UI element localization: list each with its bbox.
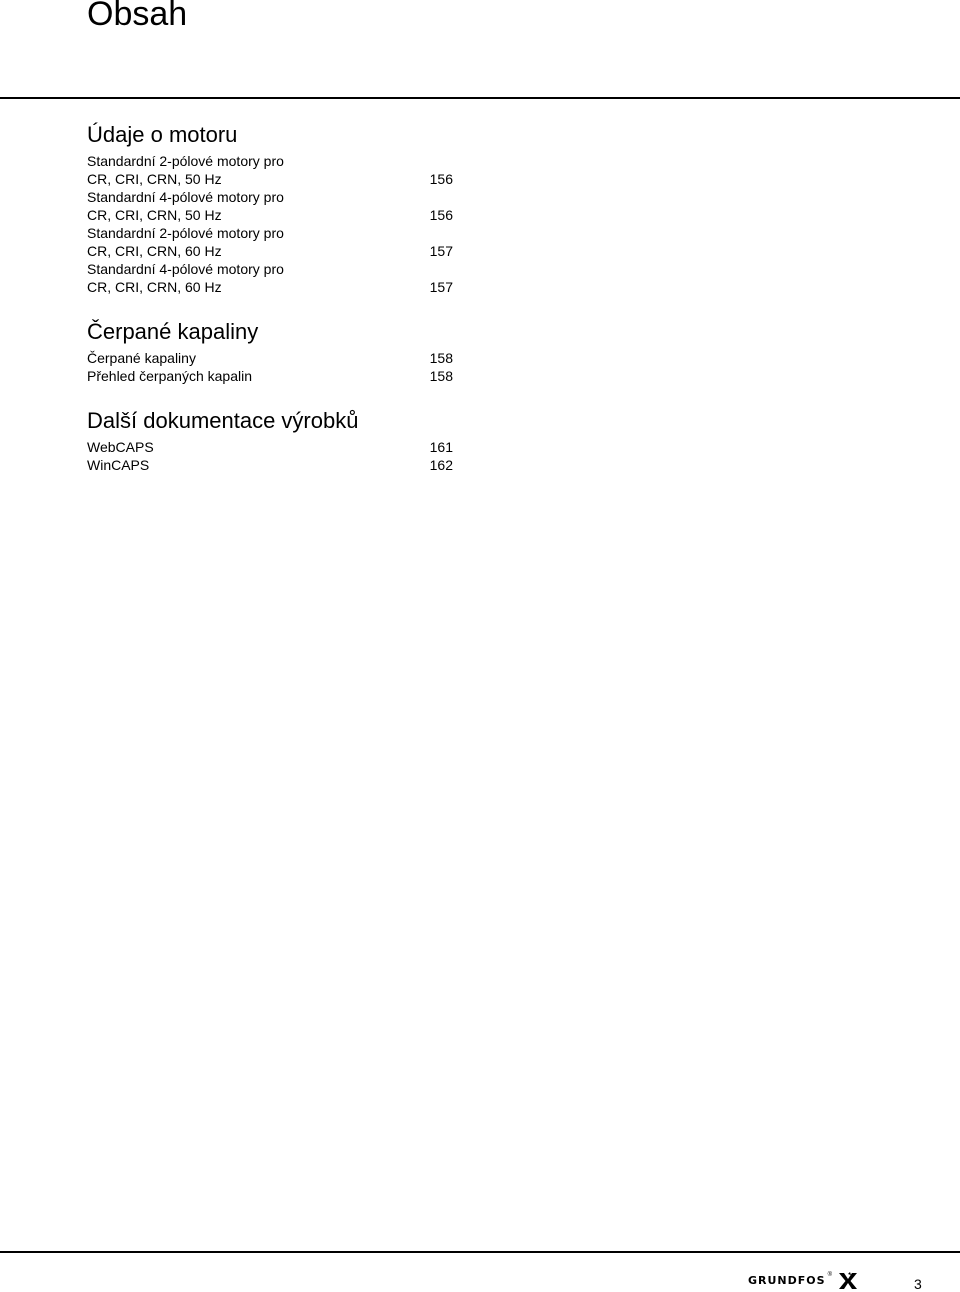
section-title: Čerpané kapaliny: [87, 319, 259, 344]
entry-title-line-1: Standardní 4-pólové motory pro: [87, 189, 284, 205]
section-title: Údaje o motoru: [87, 122, 238, 147]
entry-title: WinCAPS: [87, 457, 150, 473]
toc-entry[interactable]: [87, 152, 453, 188]
toc-entry[interactable]: [87, 260, 453, 296]
toc-entry[interactable]: [87, 456, 453, 474]
entry-title: Přehled čerpaných kapalin: [87, 368, 252, 384]
toc-section-further-documentation: [87, 407, 453, 474]
footer-divider: [0, 1251, 960, 1253]
entry-title-line-2: CR, CRI, CRN, 60 Hz: [87, 243, 222, 259]
table-of-contents: [87, 121, 453, 474]
entry-title-line-2: CR, CRI, CRN, 50 Hz: [87, 171, 222, 187]
entry-title: Čerpané kapaliny: [87, 350, 196, 366]
entry-page-number: 156: [429, 171, 453, 187]
entry-page-number: 157: [429, 279, 453, 295]
entry-page-number: 158: [429, 368, 453, 384]
entry-title-line-1: Standardní 2-pólové motory pro: [87, 225, 284, 241]
toc-entry[interactable]: [87, 367, 453, 385]
header-divider: [0, 97, 960, 99]
section-title: Další dokumentace výrobků: [87, 408, 359, 433]
grundfos-x-mark-icon: [837, 1271, 859, 1291]
logo-wordmark: GRUNDFOS: [748, 1274, 826, 1287]
page-title: Obsah: [87, 0, 188, 33]
entry-title: WebCAPS: [87, 439, 154, 455]
entry-title-line-2: CR, CRI, CRN, 60 Hz: [87, 279, 222, 295]
toc-entry[interactable]: [87, 438, 453, 456]
page-number: 3: [914, 1276, 922, 1292]
toc-entry[interactable]: [87, 188, 453, 224]
toc-section-motor-data: [87, 121, 453, 296]
entry-title-line-1: Standardní 2-pólové motory pro: [87, 153, 284, 169]
registered-mark: ®: [827, 1272, 832, 1278]
entry-page-number: 157: [429, 243, 453, 259]
entry-title-line-1: Standardní 4-pólové motory pro: [87, 261, 284, 277]
entry-page-number: 162: [429, 457, 453, 473]
entry-page-number: 156: [429, 207, 453, 223]
grundfos-logo: [748, 1271, 859, 1291]
toc-entry[interactable]: [87, 224, 453, 260]
toc-section-pumped-liquids: [87, 318, 453, 385]
entry-page-number: 161: [429, 439, 453, 455]
entry-title-line-2: CR, CRI, CRN, 50 Hz: [87, 207, 222, 223]
toc-entry[interactable]: [87, 349, 453, 367]
entry-page-number: 158: [429, 350, 453, 366]
